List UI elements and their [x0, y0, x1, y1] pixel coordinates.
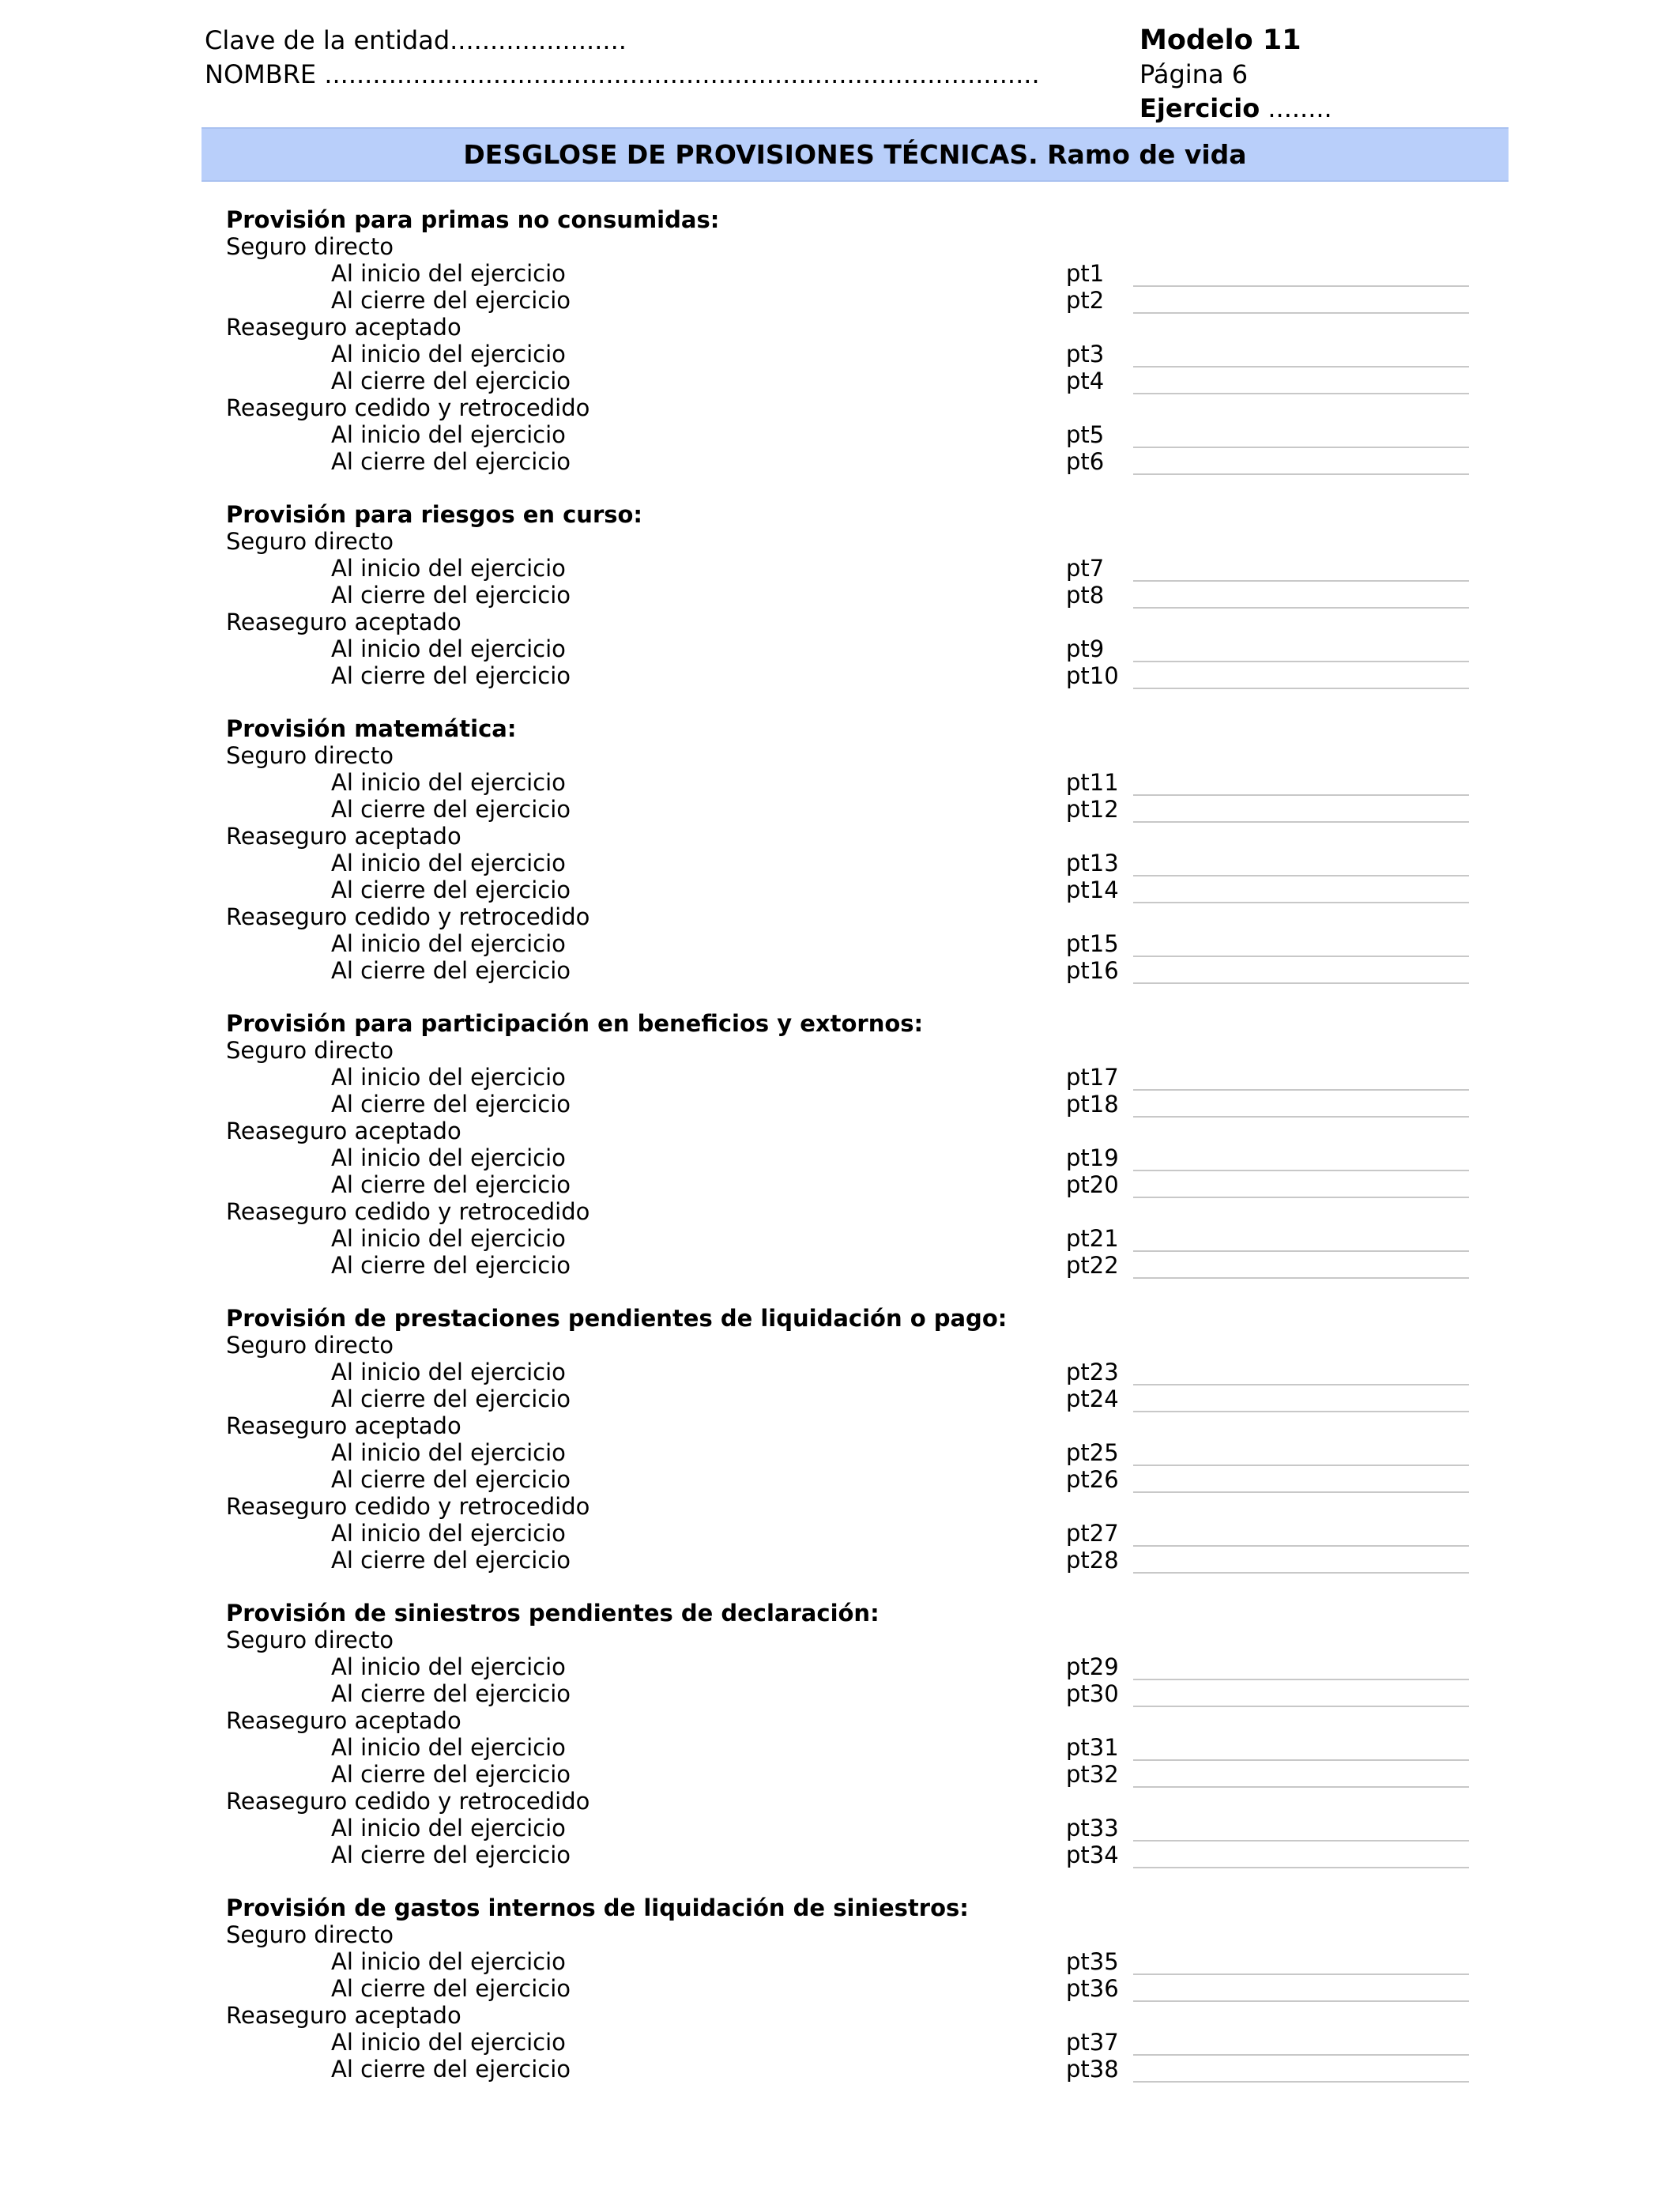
period-label: Al inicio del ejercicio: [331, 341, 566, 368]
period-label: Al inicio del ejercicio: [331, 1225, 566, 1252]
provision-row: [226, 287, 1490, 314]
field-code: pt6: [1066, 448, 1105, 475]
provision-row: [226, 368, 1490, 394]
nombre-field[interactable]: NOMBRE .........................................................................................: [205, 59, 1040, 89]
section-spacer: [226, 1279, 1490, 1305]
section-spacer: [226, 984, 1490, 1010]
group-name: Seguro directo: [226, 233, 394, 260]
group-name: Reaseguro cedido y retrocedido: [226, 903, 590, 930]
amount-input-line[interactable]: [1133, 473, 1469, 475]
group-name: Seguro directo: [226, 1037, 394, 1064]
insurance-group: [226, 1332, 1490, 1412]
section-spacer: [226, 475, 1490, 501]
provision-row: [226, 1815, 1490, 1842]
provision-row: [226, 2029, 1490, 2056]
provision-row: [226, 555, 1490, 582]
insurance-group: [226, 1198, 1490, 1279]
period-label: Al inicio del ejercicio: [331, 1439, 566, 1466]
provision-section: [226, 1010, 1490, 1279]
group-name: Reaseguro cedido y retrocedido: [226, 1493, 590, 1520]
field-code: pt2: [1066, 287, 1105, 314]
field-code: pt23: [1066, 1359, 1119, 1385]
provision-row: [226, 1842, 1490, 1868]
period-label: Al cierre del ejercicio: [331, 287, 571, 314]
period-label: Al inicio del ejercicio: [331, 1734, 566, 1761]
group-name: Reaseguro aceptado: [226, 823, 461, 850]
period-label: Al inicio del ejercicio: [331, 1815, 566, 1842]
section-title: Provisión para riesgos en curso:: [226, 501, 643, 528]
insurance-group: [226, 1118, 1490, 1198]
group-name: Reaseguro aceptado: [226, 609, 461, 635]
period-label: Al inicio del ejercicio: [331, 1064, 566, 1091]
field-code: pt21: [1066, 1225, 1119, 1252]
field-code: pt5: [1066, 421, 1105, 448]
field-code: pt4: [1066, 368, 1105, 394]
provision-row: [226, 1171, 1490, 1198]
insurance-group: [226, 823, 1490, 903]
provision-row: [226, 850, 1490, 876]
field-code: pt20: [1066, 1171, 1119, 1198]
field-code: pt24: [1066, 1385, 1119, 1412]
provision-section: [226, 501, 1490, 689]
field-code: pt29: [1066, 1653, 1119, 1680]
insurance-group: [226, 609, 1490, 689]
field-code: pt3: [1066, 341, 1105, 368]
insurance-group: [226, 1412, 1490, 1493]
field-code: pt18: [1066, 1091, 1119, 1118]
section-title: Provisión de gastos internos de liquidación de siniestros:: [226, 1894, 969, 1921]
field-code: pt1: [1066, 260, 1105, 287]
group-name: Seguro directo: [226, 528, 394, 555]
provision-section: [226, 1600, 1490, 1868]
provision-row: [226, 1091, 1490, 1118]
period-label: Al cierre del ejercicio: [331, 1975, 571, 2002]
period-label: Al inicio del ejercicio: [331, 930, 566, 957]
provision-row: [226, 796, 1490, 823]
field-code: pt13: [1066, 850, 1119, 876]
field-code: pt9: [1066, 635, 1105, 662]
period-label: Al cierre del ejercicio: [331, 1252, 571, 1279]
provision-row: [226, 1466, 1490, 1493]
period-label: Al cierre del ejercicio: [331, 1385, 571, 1412]
group-name: Seguro directo: [226, 1921, 394, 1948]
group-name: Reaseguro aceptado: [226, 2002, 461, 2029]
field-code: pt7: [1066, 555, 1105, 582]
period-label: Al inicio del ejercicio: [331, 1359, 566, 1385]
provision-row: [226, 2056, 1490, 2083]
group-name: Reaseguro aceptado: [226, 1412, 461, 1439]
insurance-group: [226, 1707, 1490, 1788]
header-row-nombre: [205, 58, 1311, 92]
section-title: Provisión para participación en beneficios y extornos:: [226, 1010, 924, 1037]
provision-row: [226, 260, 1490, 287]
field-code: pt37: [1066, 2029, 1119, 2056]
insurance-group: [226, 314, 1490, 394]
provision-row: [226, 1252, 1490, 1279]
form-title: DESGLOSE DE PROVISIONES TÉCNICAS. Ramo de vida: [463, 139, 1247, 170]
provision-row: [226, 1948, 1490, 1975]
field-code: pt22: [1066, 1252, 1119, 1279]
amount-input-line[interactable]: [1133, 1867, 1469, 1868]
page-header: [205, 24, 1332, 126]
provision-row: [226, 1064, 1490, 1091]
insurance-group: [226, 233, 1490, 314]
insurance-group: [226, 394, 1490, 475]
field-code: pt38: [1066, 2056, 1119, 2083]
field-code: pt8: [1066, 582, 1105, 609]
provision-row: [226, 341, 1490, 368]
section-title: Provisión de siniestros pendientes de declaración:: [226, 1600, 880, 1627]
section-title: Provisión de prestaciones pendientes de liquidación o pago:: [226, 1305, 1008, 1332]
group-name: Reaseguro cedido y retrocedido: [226, 1198, 590, 1225]
group-name: Seguro directo: [226, 1627, 394, 1653]
period-label: Al inicio del ejercicio: [331, 421, 566, 448]
period-label: Al cierre del ejercicio: [331, 876, 571, 903]
field-code: pt26: [1066, 1466, 1119, 1493]
provision-row: [226, 421, 1490, 448]
field-code: pt11: [1066, 769, 1119, 796]
provisions-form: [226, 206, 1490, 2083]
field-code: pt36: [1066, 1975, 1119, 2002]
period-label: Al inicio del ejercicio: [331, 555, 566, 582]
provision-row: [226, 1385, 1490, 1412]
field-code: pt33: [1066, 1815, 1119, 1842]
provision-row: [226, 1653, 1490, 1680]
period-label: Al cierre del ejercicio: [331, 582, 571, 609]
period-label: Al cierre del ejercicio: [331, 662, 571, 689]
group-name: Reaseguro cedido y retrocedido: [226, 1788, 590, 1815]
header-row-ejercicio: [205, 92, 1332, 126]
period-label: Al inicio del ejercicio: [331, 260, 566, 287]
header-row-clave: [205, 24, 1311, 58]
period-label: Al inicio del ejercicio: [331, 1520, 566, 1547]
period-label: Al cierre del ejercicio: [331, 368, 571, 394]
provision-row: [226, 1975, 1490, 2002]
page-number: Página 6: [1139, 59, 1249, 89]
clave-entidad-field[interactable]: Clave de la entidad......................: [205, 25, 627, 55]
field-code: pt25: [1066, 1439, 1119, 1466]
ejercicio-field[interactable]: ........: [1268, 93, 1332, 123]
insurance-group: [226, 903, 1490, 984]
group-name: Reaseguro aceptado: [226, 1707, 461, 1734]
section-spacer: [226, 689, 1490, 715]
amount-input-line[interactable]: [1133, 1572, 1469, 1574]
insurance-group: [226, 742, 1490, 823]
period-label: Al inicio del ejercicio: [331, 635, 566, 662]
period-label: Al inicio del ejercicio: [331, 850, 566, 876]
group-name: Reaseguro aceptado: [226, 314, 461, 341]
provision-section: [226, 1305, 1490, 1574]
insurance-group: [226, 1921, 1490, 2002]
period-label: Al cierre del ejercicio: [331, 796, 571, 823]
provision-row: [226, 957, 1490, 984]
provision-row: [226, 1734, 1490, 1761]
provision-section: [226, 206, 1490, 475]
field-code: pt12: [1066, 796, 1119, 823]
insurance-group: [226, 2002, 1490, 2083]
field-code: pt16: [1066, 957, 1119, 984]
period-label: Al inicio del ejercicio: [331, 1653, 566, 1680]
period-label: Al inicio del ejercicio: [331, 1144, 566, 1171]
ejercicio-label: Ejercicio: [1139, 93, 1260, 123]
amount-input-line[interactable]: [1133, 982, 1469, 984]
field-code: pt31: [1066, 1734, 1119, 1761]
provision-row: [226, 662, 1490, 689]
period-label: Al inicio del ejercicio: [331, 769, 566, 796]
field-code: pt32: [1066, 1761, 1119, 1788]
provision-row: [226, 1359, 1490, 1385]
period-label: Al cierre del ejercicio: [331, 1091, 571, 1118]
provision-section: [226, 1894, 1490, 2083]
provision-row: [226, 769, 1490, 796]
section-title: Provisión matemática:: [226, 715, 517, 742]
period-label: Al inicio del ejercicio: [331, 2029, 566, 2056]
field-code: pt17: [1066, 1064, 1119, 1091]
section-spacer: [226, 1574, 1490, 1600]
group-name: Seguro directo: [226, 1332, 394, 1359]
field-code: pt14: [1066, 876, 1119, 903]
modelo-label: Modelo 11: [1139, 25, 1301, 56]
field-code: pt30: [1066, 1680, 1119, 1707]
form-title-band: [202, 127, 1509, 182]
period-label: Al cierre del ejercicio: [331, 1680, 571, 1707]
period-label: Al cierre del ejercicio: [331, 1466, 571, 1493]
insurance-group: [226, 1037, 1490, 1118]
provision-row: [226, 876, 1490, 903]
amount-input-line[interactable]: [1133, 1277, 1469, 1279]
provision-row: [226, 1680, 1490, 1707]
field-code: pt28: [1066, 1547, 1119, 1574]
provision-row: [226, 1547, 1490, 1574]
provision-section: [226, 715, 1490, 984]
period-label: Al cierre del ejercicio: [331, 1761, 571, 1788]
insurance-group: [226, 528, 1490, 609]
field-code: pt27: [1066, 1520, 1119, 1547]
insurance-group: [226, 1788, 1490, 1868]
field-code: pt15: [1066, 930, 1119, 957]
group-name: Seguro directo: [226, 742, 394, 769]
period-label: Al inicio del ejercicio: [331, 1948, 566, 1975]
section-title: Provisión para primas no consumidas:: [226, 206, 720, 233]
provision-row: [226, 582, 1490, 609]
provision-row: [226, 1144, 1490, 1171]
period-label: Al cierre del ejercicio: [331, 448, 571, 475]
period-label: Al cierre del ejercicio: [331, 1171, 571, 1198]
insurance-group: [226, 1493, 1490, 1574]
period-label: Al cierre del ejercicio: [331, 1842, 571, 1868]
provision-row: [226, 1761, 1490, 1788]
provision-row: [226, 1439, 1490, 1466]
group-name: Reaseguro aceptado: [226, 1118, 461, 1144]
provision-row: [226, 448, 1490, 475]
amount-input-line[interactable]: [1133, 688, 1469, 689]
field-code: pt34: [1066, 1842, 1119, 1868]
provision-row: [226, 930, 1490, 957]
field-code: pt19: [1066, 1144, 1119, 1171]
field-code: pt35: [1066, 1948, 1119, 1975]
insurance-group: [226, 1627, 1490, 1707]
provision-row: [226, 1225, 1490, 1252]
section-spacer: [226, 1868, 1490, 1894]
period-label: Al cierre del ejercicio: [331, 1547, 571, 1574]
provision-row: [226, 1520, 1490, 1547]
provision-row: [226, 635, 1490, 662]
group-name: Reaseguro cedido y retrocedido: [226, 394, 590, 421]
amount-input-line[interactable]: [1133, 2081, 1469, 2083]
period-label: Al cierre del ejercicio: [331, 2056, 571, 2083]
field-code: pt10: [1066, 662, 1119, 689]
period-label: Al cierre del ejercicio: [331, 957, 571, 984]
